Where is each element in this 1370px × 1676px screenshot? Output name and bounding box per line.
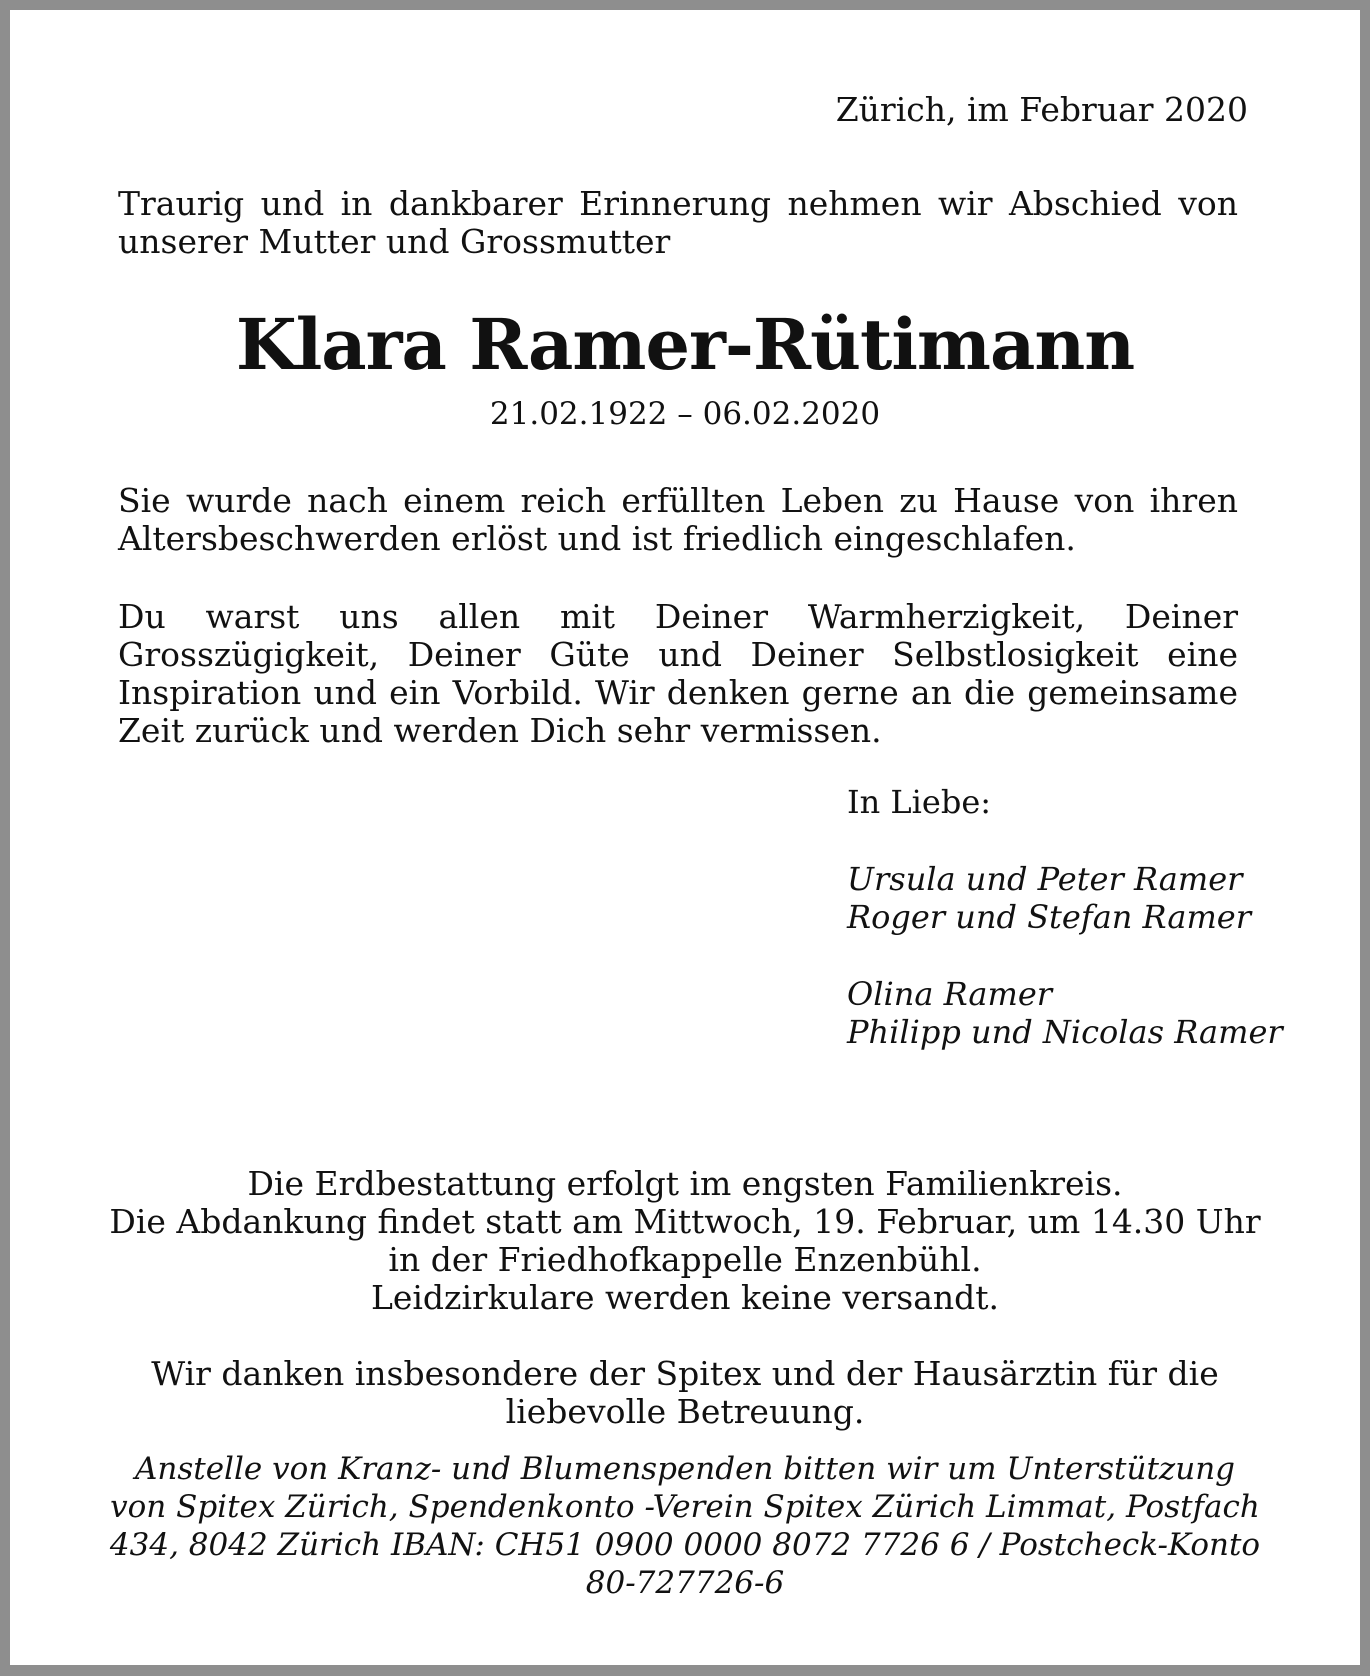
mourner-name: Olina Ramer [847,975,1053,1013]
paragraph-tribute: Du warst uns allen mit Deiner Warmherzigkeit, Deiner Grosszügigkeit, Deiner Güte und Deiner Selbstlosigkeit eine Inspiration und ein Vorbild. Wir denken gerne an die gemeinsame Zeit zurück und werden Dich sehr vermissen. [118,597,1238,750]
notice-line: in der Friedhofkappelle Enzenbühl. [388,1240,982,1279]
intro-text: Traurig und in dankbarer Erinnerung nehmen wir Abschied von unserer Mutter und Grossmutter [118,184,1238,261]
mourners-group-1 [847,860,1347,936]
thanks-line: Wir danken insbesondere der Spitex und der Hausärztin für die [151,1354,1219,1393]
mourners-group-2 [847,975,1347,1051]
donation-line: 80-727726-6 [585,1565,785,1601]
deceased-name: Klara Ramer-Rütimann [235,303,1135,386]
notice-line: Leidzirkulare werden keine versandt. [370,1278,1000,1317]
donation-line: 434, 8042 Zürich IBAN: CH51 0900 0000 8072 7726 6 / Postcheck-Konto [109,1527,1261,1563]
thanks-note [70,1355,1300,1431]
donation-note [105,1450,1265,1602]
notice-line: Die Erdbestattung erfolgt im engsten Familienkreis. [247,1164,1123,1203]
donation-line: Anstelle von Kranz- und Blumenspenden bitten wir um Unterstützung [134,1451,1236,1487]
donation-line: von Spitex Zürich, Spendenkonto -Verein Spitex Zürich Limmat, Postfach [110,1489,1260,1525]
mourner-name: Roger und Stefan Ramer [847,898,1252,936]
signature-label: In Liebe: [847,783,992,821]
life-dates: 21.02.1922 – 06.02.2020 [489,396,881,432]
notice-line: Die Abdankung findet statt am Mittwoch, 19. Februar, um 14.30 Uhr [109,1202,1261,1241]
funeral-notice [70,1165,1300,1317]
mourner-name: Philipp und Nicolas Ramer [847,1013,1283,1051]
place-date: Zürich, im Februar 2020 [835,90,1248,129]
paragraph-life: Sie wurde nach einem reich erfüllten Leben zu Hause von ihren Altersbeschwerden erlöst und ist friedlich eingeschlafen. [118,481,1238,558]
mourner-name: Ursula und Peter Ramer [847,860,1243,898]
thanks-line: liebevolle Betreuung. [505,1392,865,1431]
obituary-page [10,10,1360,1665]
